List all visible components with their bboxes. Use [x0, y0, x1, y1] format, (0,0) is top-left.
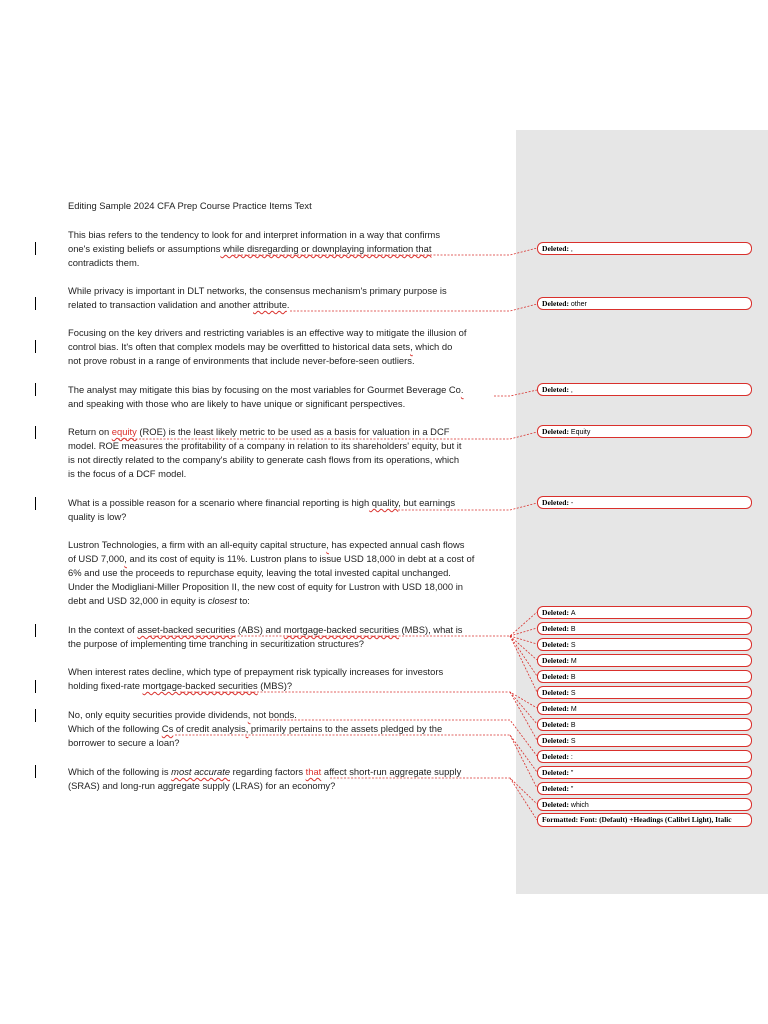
- change-bar: [35, 383, 36, 396]
- comment-balloon[interactable]: [537, 606, 752, 619]
- text-line: This bias refers to the tendency to look for and interpret information in a way that confirms: [68, 229, 441, 240]
- paragraph: [68, 326, 508, 368]
- change-bar: [35, 297, 36, 310]
- inserted-text: equity: [111, 426, 137, 437]
- text-line: contradicts them.: [68, 257, 140, 268]
- text-line: not bonds.: [250, 709, 297, 720]
- comment-balloon[interactable]: [537, 654, 752, 667]
- leader-line: [180, 692, 537, 708]
- balloon-value: B: [570, 674, 576, 681]
- text-line: 6% and use the proceeds to repurchase equity, leaving the total invested capital unchanged.: [68, 567, 451, 578]
- text-line: is the focus of a DCF model.: [68, 468, 187, 479]
- change-bar: [35, 426, 36, 439]
- flagged-text: asset-backed securities: [137, 624, 236, 635]
- comment-balloon[interactable]: [537, 734, 752, 747]
- balloon-value: other: [570, 301, 587, 308]
- paragraph: [68, 665, 508, 693]
- balloon-value: S: [570, 738, 576, 745]
- flagged-text: while disregarding or downplaying information that: [220, 243, 432, 254]
- comment-balloon[interactable]: [537, 638, 752, 651]
- balloon-value: M: [570, 658, 577, 665]
- comment-balloon[interactable]: [537, 718, 752, 731]
- text-line: (SRAS) and long-run aggregate supply (LRAS) for an economy?: [68, 780, 336, 791]
- text-line: to:: [236, 595, 250, 606]
- flagged-text: mortgage-backed securities: [283, 624, 399, 635]
- balloon-value: B: [570, 722, 576, 729]
- balloon-value: B: [570, 626, 576, 633]
- comment-balloon[interactable]: [537, 670, 752, 683]
- text-line: primarily pertains to the assets pledged by the: [248, 723, 443, 734]
- balloon-label: Deleted:: [542, 672, 569, 681]
- paragraph: [68, 765, 508, 793]
- text-line: of credit analysis: [173, 723, 246, 734]
- text-line: Which of the following: [68, 723, 162, 734]
- balloon-label: Deleted:: [542, 784, 569, 793]
- balloon-value: Equity: [570, 429, 591, 436]
- text-line: the purpose of implementing time tranching in securitization structures?: [68, 638, 364, 649]
- balloon-value: ": [570, 786, 574, 793]
- balloon-label: Deleted:: [542, 498, 569, 507]
- comment-balloon[interactable]: [537, 782, 752, 795]
- change-bar: [35, 680, 36, 693]
- text-line: quality is low?: [68, 511, 127, 522]
- comment-balloon[interactable]: [537, 242, 752, 255]
- text-line: of USD 7,000: [68, 553, 125, 564]
- balloon-label: Deleted:: [542, 752, 569, 761]
- balloon-value: M: [570, 706, 577, 713]
- comment-balloon[interactable]: [537, 425, 752, 438]
- text-line: What is a possible reason for a scenario where financial reporting is high: [68, 497, 370, 508]
- text-line: Which of the following is: [68, 766, 172, 777]
- comment-balloon[interactable]: [537, 686, 752, 699]
- balloon-label: Deleted:: [542, 656, 569, 665]
- text-line: which do: [412, 341, 453, 352]
- change-bar: [35, 340, 36, 353]
- balloon-label: Deleted:: [542, 608, 569, 617]
- balloon-value: S: [570, 690, 576, 697]
- balloon-label: Deleted:: [542, 800, 569, 809]
- text-line: has expected annual cash flows: [328, 539, 465, 550]
- text-line: .: [286, 299, 290, 310]
- paragraph: [68, 284, 508, 312]
- text-line: In the context of: [68, 624, 138, 635]
- comment-balloon[interactable]: [537, 622, 752, 635]
- comment-balloon[interactable]: [537, 702, 752, 715]
- flagged-text: mortgage-backed securities: [142, 680, 258, 691]
- comment-balloon[interactable]: [537, 496, 752, 509]
- italic-text: most accurate: [171, 766, 231, 777]
- comment-balloon[interactable]: [537, 766, 752, 779]
- comment-balloon[interactable]: [537, 750, 752, 763]
- balloon-label: Deleted:: [542, 736, 569, 745]
- text-line: Under the Modigliani-Miller Proposition II, the new cost of equity for Lustron with USD 18,000 in: [68, 581, 463, 592]
- italic-text: closest: [207, 595, 237, 606]
- balloon-label: Deleted:: [542, 704, 569, 713]
- balloon-value: which: [570, 802, 589, 809]
- flagged-text: ,: [326, 539, 329, 550]
- balloon-value: ,: [570, 246, 573, 253]
- flagged-text: ,: [410, 341, 413, 352]
- text-line: one's existing beliefs or assumptions: [68, 243, 221, 254]
- balloon-label: Deleted:: [542, 720, 569, 729]
- comment-balloon[interactable]: [537, 798, 752, 811]
- change-bar: [35, 765, 36, 778]
- flagged-text: attribute: [253, 299, 287, 310]
- text-line: related to transaction validation and another: [68, 299, 254, 310]
- balloon-value: ,: [570, 387, 573, 394]
- text-line: While privacy is important in DLT networks, the consensus mechanism's primary purpose is: [68, 285, 447, 296]
- text-line: The analyst may mitigate this bias by focusing on the most variables for Gourmet Beverage Co: [68, 384, 461, 395]
- text-line: affect short-run aggregate supply: [321, 766, 462, 777]
- text-line: , but earnings: [398, 497, 456, 508]
- balloon-label: Deleted:: [542, 385, 569, 394]
- comment-balloon[interactable]: [537, 297, 752, 310]
- change-bar: [35, 497, 36, 510]
- text-line: borrower to secure a loan?: [68, 737, 180, 748]
- text-line: Focusing on the key drivers and restricting variables is an effective way to mitigate the illusion of: [68, 327, 467, 338]
- flagged-text: Cs: [161, 723, 174, 734]
- paragraph: [68, 708, 508, 750]
- paragraph: [68, 496, 508, 524]
- balloon-label: Deleted:: [542, 688, 569, 697]
- balloon-label: Formatted:: [542, 815, 579, 824]
- text-line: (MBS)?: [257, 680, 293, 691]
- text-line: holding fixed-rate: [68, 680, 143, 691]
- flagged-text: ,: [245, 723, 249, 734]
- text-line: Return on: [68, 426, 112, 437]
- text-line: control bias. It's often that complex models may be overfitted to historical data sets: [68, 341, 411, 352]
- paragraph: [68, 383, 508, 411]
- paragraph: [68, 538, 508, 608]
- text-line: regarding factors: [230, 766, 306, 777]
- text-line: (ROE) is the least likely metric to be used as a basis for valuation in a DCF: [136, 426, 450, 437]
- text-line: and speaking with those who are likely to have unique or significant perspectives.: [68, 398, 406, 409]
- balloon-value: :: [570, 754, 573, 761]
- inserted-text: that: [305, 766, 322, 777]
- change-bar: [35, 242, 36, 255]
- flagged-text: ,: [124, 553, 127, 564]
- text-line: Lustron Technologies, a firm with an all-equity capital structure: [68, 539, 327, 550]
- text-line: (MBS), what is: [398, 624, 463, 635]
- text-line: No, only equity securities provide dividends: [68, 709, 248, 720]
- text-line: is not directly related to the company's ability to generate cash flows from its operations, which: [68, 454, 460, 465]
- flagged-text: .: [460, 384, 464, 395]
- balloon-value: A: [570, 610, 576, 617]
- text-line: (ABS) and: [235, 624, 284, 635]
- balloon-value: Font: (Default) +Headings (Calibri Light), Italic: [579, 815, 732, 824]
- balloon-label: Deleted:: [542, 299, 569, 308]
- text-line: model. ROE measures the profitability of a company in relation to its shareholders' equity, but it: [68, 440, 462, 451]
- paragraph: [68, 228, 508, 270]
- change-bar: [35, 709, 36, 722]
- comment-balloon[interactable]: [537, 383, 752, 396]
- text-line: debt and USD 32,000 in equity is: [68, 595, 208, 606]
- text-line: When interest rates decline, which type of prepayment risk typically increases for investors: [68, 666, 444, 677]
- balloon-value: S: [570, 642, 576, 649]
- text-line: not prove robust in a range of environments that include never-before-seen outliers.: [68, 355, 415, 366]
- balloon-label: Deleted:: [542, 640, 569, 649]
- paragraph: [68, 425, 508, 481]
- flagged-text: quality: [369, 497, 399, 508]
- text-line: and its cost of equity is 11%. Lustron plans to issue USD 18,000 in debt at a cost of: [126, 553, 475, 564]
- balloon-value: ": [570, 770, 574, 777]
- balloon-label: Deleted:: [542, 624, 569, 633]
- paragraph: [68, 623, 508, 651]
- balloon-label: Deleted:: [542, 427, 569, 436]
- flagged-text: ,: [247, 709, 251, 720]
- document-title: Editing Sample 2024 CFA Prep Course Practice Items Text: [68, 200, 312, 211]
- balloon-label: Deleted:: [542, 244, 569, 253]
- balloon-label: Deleted:: [542, 768, 569, 777]
- change-bar: [35, 624, 36, 637]
- formatted-balloon[interactable]: [537, 813, 752, 827]
- balloon-value: -: [570, 500, 574, 507]
